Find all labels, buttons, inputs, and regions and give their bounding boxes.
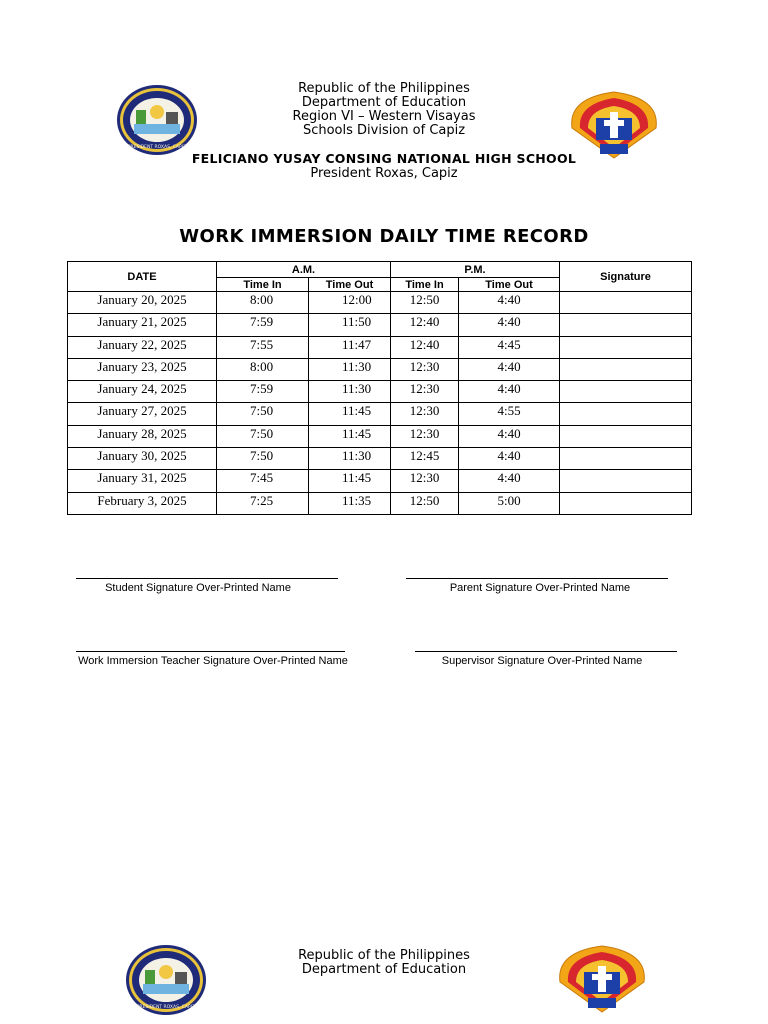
am-time-out-cell: 11:45 (309, 425, 391, 447)
date-cell: January 20, 2025 (68, 292, 217, 314)
header-region: Region VI – Western Visayas (292, 109, 476, 124)
signature-cell[interactable] (560, 448, 692, 470)
pm-time-out-cell: 4:40 (459, 314, 560, 336)
table-row (68, 314, 692, 336)
am-time-in-cell: 7:45 (217, 470, 309, 492)
am-time-in-cell: 7:59 (217, 314, 309, 336)
am-time-out-cell: 11:47 (309, 336, 391, 358)
column-header-pm-time-in: Time In (391, 278, 459, 292)
supervisor-signature-label: Supervisor Signature Over-Printed Name (441, 655, 643, 667)
pm-time-in-cell: 12:50 (391, 292, 459, 314)
table-row (68, 358, 692, 380)
column-header-am-time-in: Time In (217, 278, 309, 292)
header-republic: Republic of the Philippines (298, 81, 470, 96)
date-cell: January 30, 2025 (68, 448, 217, 470)
table-row (68, 492, 692, 514)
supervisor-signature-line[interactable] (415, 651, 677, 652)
date-cell: January 22, 2025 (68, 336, 217, 358)
am-time-in-cell: 7:50 (217, 425, 309, 447)
am-time-in-cell: 7:59 (217, 381, 309, 403)
am-time-in-cell: 7:50 (217, 448, 309, 470)
pm-time-out-cell: 4:40 (459, 448, 560, 470)
pm-time-out-cell: 4:40 (459, 470, 560, 492)
am-time-out-cell: 12:00 (309, 292, 391, 314)
student-signature-label: Student Signature Over-Printed Name (105, 582, 291, 594)
date-cell: January 21, 2025 (68, 314, 217, 336)
date-cell: February 3, 2025 (68, 492, 217, 514)
signature-cell[interactable] (560, 336, 692, 358)
student-signature-line[interactable] (76, 578, 338, 579)
table-row (68, 381, 692, 403)
date-cell: January 27, 2025 (68, 403, 217, 425)
signature-cell[interactable] (560, 381, 692, 403)
signature-cell[interactable] (560, 314, 692, 336)
table-row (68, 470, 692, 492)
footer-department: Department of Education (301, 962, 467, 977)
pm-time-out-cell: 4:40 (459, 381, 560, 403)
pm-time-out-cell: 4:40 (459, 358, 560, 380)
parent-signature-line[interactable] (406, 578, 668, 579)
table-row (68, 403, 692, 425)
column-header-am: A.M. (217, 262, 391, 278)
pm-time-out-cell: 4:40 (459, 292, 560, 314)
column-header-am-time-out: Time Out (309, 278, 391, 292)
parent-signature-label: Parent Signature Over-Printed Name (449, 582, 631, 594)
column-header-date: DATE (68, 262, 217, 292)
svg-text:PRESIDENT ROXAS, CAPIZ: PRESIDENT ROXAS, CAPIZ (136, 1005, 196, 1010)
pm-time-out-cell: 4:45 (459, 336, 560, 358)
pm-time-out-cell: 4:40 (459, 425, 560, 447)
time-record-table (67, 261, 692, 515)
page-title: WORK IMMERSION DAILY TIME RECORD (179, 226, 589, 247)
pm-time-in-cell: 12:30 (391, 381, 459, 403)
signature-cell[interactable] (560, 470, 692, 492)
teacher-signature-label: Work Immersion Teacher Signature Over-Printed Name (78, 655, 348, 667)
pm-time-in-cell: 12:30 (391, 425, 459, 447)
am-time-in-cell: 7:50 (217, 403, 309, 425)
header-division: Schools Division of Capiz (302, 123, 466, 138)
am-time-out-cell: 11:50 (309, 314, 391, 336)
teacher-signature-line[interactable] (76, 651, 345, 652)
signature-cell[interactable] (560, 292, 692, 314)
pm-time-in-cell: 12:40 (391, 336, 459, 358)
am-time-in-cell: 7:55 (217, 336, 309, 358)
pm-time-out-cell: 5:00 (459, 492, 560, 514)
am-time-in-cell: 8:00 (217, 358, 309, 380)
am-time-out-cell: 11:45 (309, 470, 391, 492)
signature-cell[interactable] (560, 358, 692, 380)
pm-time-in-cell: 12:45 (391, 448, 459, 470)
header-location: President Roxas, Capiz (310, 166, 458, 181)
pm-time-in-cell: 12:30 (391, 403, 459, 425)
date-cell: January 23, 2025 (68, 358, 217, 380)
table-row (68, 292, 692, 314)
signature-cell[interactable] (560, 425, 692, 447)
am-time-out-cell: 11:45 (309, 403, 391, 425)
header-department: Department of Education (301, 95, 467, 110)
pm-time-in-cell: 12:30 (391, 358, 459, 380)
footer-republic: Republic of the Philippines (298, 948, 470, 963)
svg-text:PRESIDENT ROXAS, CAPIZ: PRESIDENT ROXAS, CAPIZ (127, 145, 187, 150)
table-row (68, 425, 692, 447)
pm-time-in-cell: 12:50 (391, 492, 459, 514)
pm-time-in-cell: 12:30 (391, 470, 459, 492)
date-cell: January 28, 2025 (68, 425, 217, 447)
am-time-out-cell: 11:30 (309, 358, 391, 380)
am-time-out-cell: 11:35 (309, 492, 391, 514)
column-header-pm: P.M. (391, 262, 560, 278)
signature-cell[interactable] (560, 492, 692, 514)
am-time-out-cell: 11:30 (309, 381, 391, 403)
date-cell: January 24, 2025 (68, 381, 217, 403)
table-row (68, 448, 692, 470)
signature-cell[interactable] (560, 403, 692, 425)
am-time-in-cell: 8:00 (217, 292, 309, 314)
am-time-out-cell: 11:30 (309, 448, 391, 470)
column-header-signature: Signature (560, 262, 692, 292)
date-cell: January 31, 2025 (68, 470, 217, 492)
table-row (68, 336, 692, 358)
header-school-name: FELICIANO YUSAY CONSING NATIONAL HIGH SCHOOL (191, 151, 577, 166)
pm-time-out-cell: 4:55 (459, 403, 560, 425)
am-time-in-cell: 7:25 (217, 492, 309, 514)
column-header-pm-time-out: Time Out (459, 278, 560, 292)
pm-time-in-cell: 12:40 (391, 314, 459, 336)
